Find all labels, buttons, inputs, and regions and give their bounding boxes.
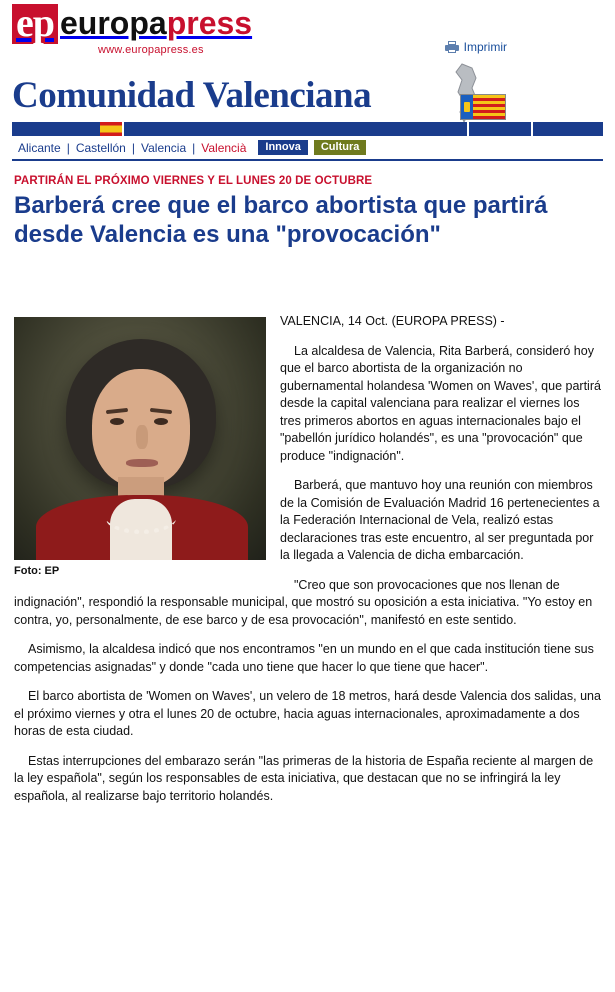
valencia-flag-icon (460, 94, 506, 120)
logo-mark: ep (12, 4, 58, 44)
article-figure (14, 317, 266, 577)
article-paragraph: "Creo que son provocaciones que nos llenan de indignación", respondió la responsable municipal, que mostró su oposición a esta iniciativa. "Yo estoy en contra, yo, personalmente, de ese barco y de esa provocación", manifestó en este sentido. (14, 577, 593, 627)
article-paragraph: El barco abortista de 'Women on Waves', un velero de 18 metros, hará desde Valencia dos salidas, una el próximo viernes y otra el lunes 20 de octubre, hacia aguas internacionales, aproximadamente a dos horas de esta ciudad. (14, 689, 601, 738)
section-nav (12, 140, 603, 161)
article (0, 161, 615, 817)
nav-link-valencia-valencian[interactable]: Valencià (201, 140, 247, 155)
printer-icon (445, 41, 459, 53)
nav-link-valencia[interactable]: Valencia (140, 140, 187, 155)
nav-link-castellon[interactable]: Castellón (75, 140, 126, 155)
photo-caption: Foto: EP (14, 565, 60, 577)
article-headline: Barberá cree que el barco abortista que partirá desde Valencia es una "provocación" (14, 192, 548, 248)
article-body-wrap (14, 313, 601, 817)
logo-word-europa: europa (60, 5, 167, 41)
print-button[interactable] (445, 40, 507, 54)
nav-divider: | (66, 140, 70, 155)
nav-link-alicante[interactable]: Alicante (18, 140, 61, 155)
nav-pill-cultura[interactable]: Cultura (314, 140, 367, 155)
nav-divider: | (192, 140, 196, 155)
article-paragraph: La alcaldesa de Valencia, Rita Barberá, consideró hoy que el barco abortista de la organización no gubernamental holandesa 'Women on Waves', que partirá desde la capital valenciana para realizar el viernes los tres primeros abortos en aguas internacionales bajo el "pabellón jurídico holandés", es una "provocación" que produce "indignación". (280, 343, 601, 463)
print-label: Imprimir (463, 40, 507, 54)
logo-wordmark (60, 4, 252, 42)
masthead (0, 0, 615, 74)
section-band (0, 74, 615, 120)
site-logo[interactable] (12, 0, 253, 45)
spain-flag-icon (100, 122, 122, 136)
article-dateline: VALENCIA, 14 Oct. (EUROPA PRESS) - (280, 314, 505, 328)
article-paragraph: Asimismo, la alcaldesa indicó que nos encontramos "en un mundo en el que cada institución tiene sus competencias asignadas" y donde "cada uno tiene que hacer lo que tiene que hacer". (14, 642, 594, 674)
section-title: Comunidad Valenciana (12, 75, 372, 116)
article-kicker: PARTIRÁN EL PRÓXIMO VIERNES Y EL LUNES 20 DE OCTUBRE (14, 175, 373, 187)
article-photo (14, 317, 266, 560)
article-paragraph: Estas interrupciones del embarazo serán "las primeras de la historia de España reciente al margen de la ley española", según los responsables de esta iniciativa, que destacan que no se infringirá la ley española, al realizarse bajo territorio holandés. (14, 753, 594, 803)
nav-divider: | (131, 140, 135, 155)
nav-pill-innova[interactable]: Innova (258, 140, 307, 155)
nav-color-bar (12, 122, 603, 136)
article-paragraph: Barberá, que mantuvo hoy una reunión con miembros de la Comisión de Evaluación Madrid 16 pertenecientes a la Federación Internacional de Vela, realizó estas declaraciones tras este encuentro, al ser preguntada por la llegada a Valencia de dicha embarcación. (280, 478, 600, 562)
site-url: www.europapress.es (98, 44, 204, 56)
logo-word-press: press (166, 5, 253, 41)
